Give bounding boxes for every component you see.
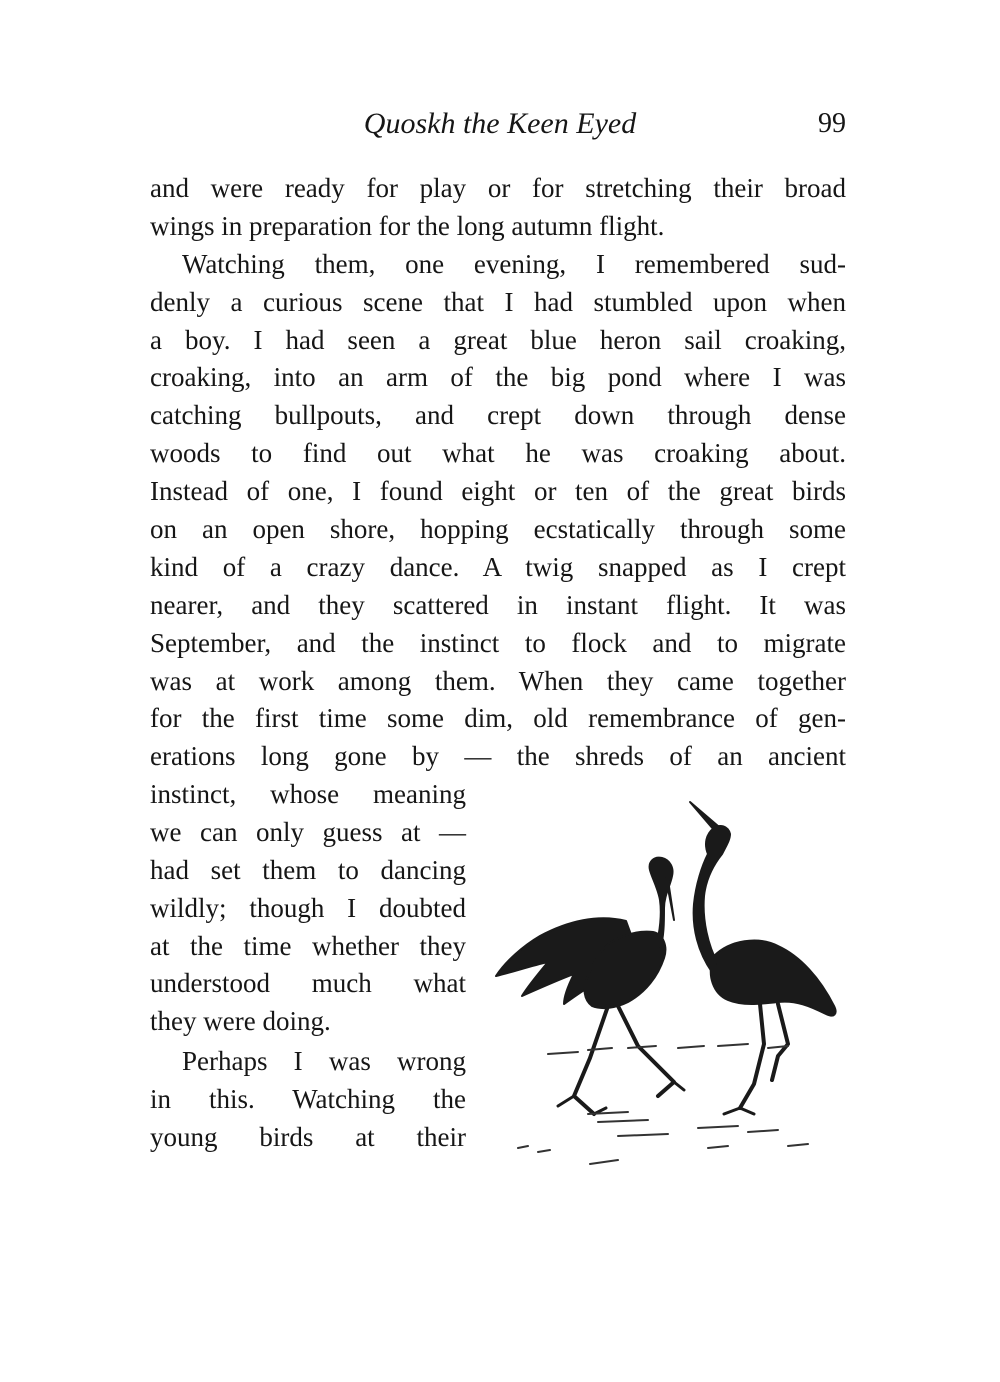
text-line: in this. Watching the bbox=[150, 1084, 466, 1115]
right-heron-beak bbox=[690, 802, 718, 830]
text-line: woods to find out what he was croaking about. bbox=[150, 438, 846, 469]
text-line: they were doing. bbox=[150, 1006, 331, 1037]
running-title: Quoskh the Keen Eyed bbox=[363, 107, 637, 140]
left-heron-leg bbox=[574, 1006, 608, 1114]
right-heron-leg bbox=[740, 1004, 764, 1108]
text-line: catching bullpouts, and crept down through dense bbox=[150, 400, 846, 431]
body-text-full-width bbox=[150, 170, 846, 776]
text-line: September, and the instinct to flock and to migrate bbox=[150, 627, 846, 658]
text-line: croaking, into an arm of the big pond where I was bbox=[150, 362, 846, 393]
text-line: young birds at their bbox=[150, 1122, 466, 1153]
body-text-beside-illustration bbox=[150, 776, 466, 1157]
right-heron-body bbox=[711, 941, 836, 1016]
text-line: erations long gone by — the shreds of an ancient bbox=[150, 741, 846, 772]
text-line: was at work among them. When they came together bbox=[150, 665, 846, 696]
text-line: a boy. I had seen a great blue heron sail croaking, bbox=[150, 324, 846, 355]
text-line: wings in preparation for the long autumn flight. bbox=[150, 210, 665, 241]
text-line: on an open shore, hopping ecstatically through some bbox=[150, 514, 846, 545]
text-line: for the first time some dim, old remembrance of gen- bbox=[150, 703, 846, 734]
text-line: kind of a crazy dance. A twig snapped as I crept bbox=[150, 551, 846, 582]
text-line: instinct, whose meaning bbox=[150, 779, 466, 809]
text-line: had set them to dancing bbox=[150, 854, 466, 885]
text-line: we can only guess at — bbox=[150, 816, 466, 847]
text-line: and were ready for play or for stretching their broad bbox=[150, 173, 846, 203]
left-heron-leg bbox=[618, 1006, 674, 1096]
text-line: understood much what bbox=[150, 968, 466, 999]
right-heron-leg bbox=[772, 1004, 788, 1080]
text-line: wildly; though I doubted bbox=[150, 892, 466, 923]
text-line: denly a curious scene that I had stumbled upon when bbox=[150, 286, 846, 317]
text-line: at the time whether they bbox=[150, 930, 466, 961]
text-line: Watching them, one evening, I remembered sud- bbox=[182, 248, 846, 279]
text-line: Perhaps I was wrong bbox=[182, 1046, 466, 1077]
text-line: nearer, and they scattered in instant flight. It was bbox=[150, 589, 846, 620]
heron-illustration bbox=[478, 796, 850, 1196]
page-number: 99 bbox=[818, 108, 846, 139]
running-head bbox=[150, 104, 846, 144]
heron-drawing bbox=[478, 796, 850, 1196]
text-line: Instead of one, I found eight or ten of the great birds bbox=[150, 476, 846, 507]
